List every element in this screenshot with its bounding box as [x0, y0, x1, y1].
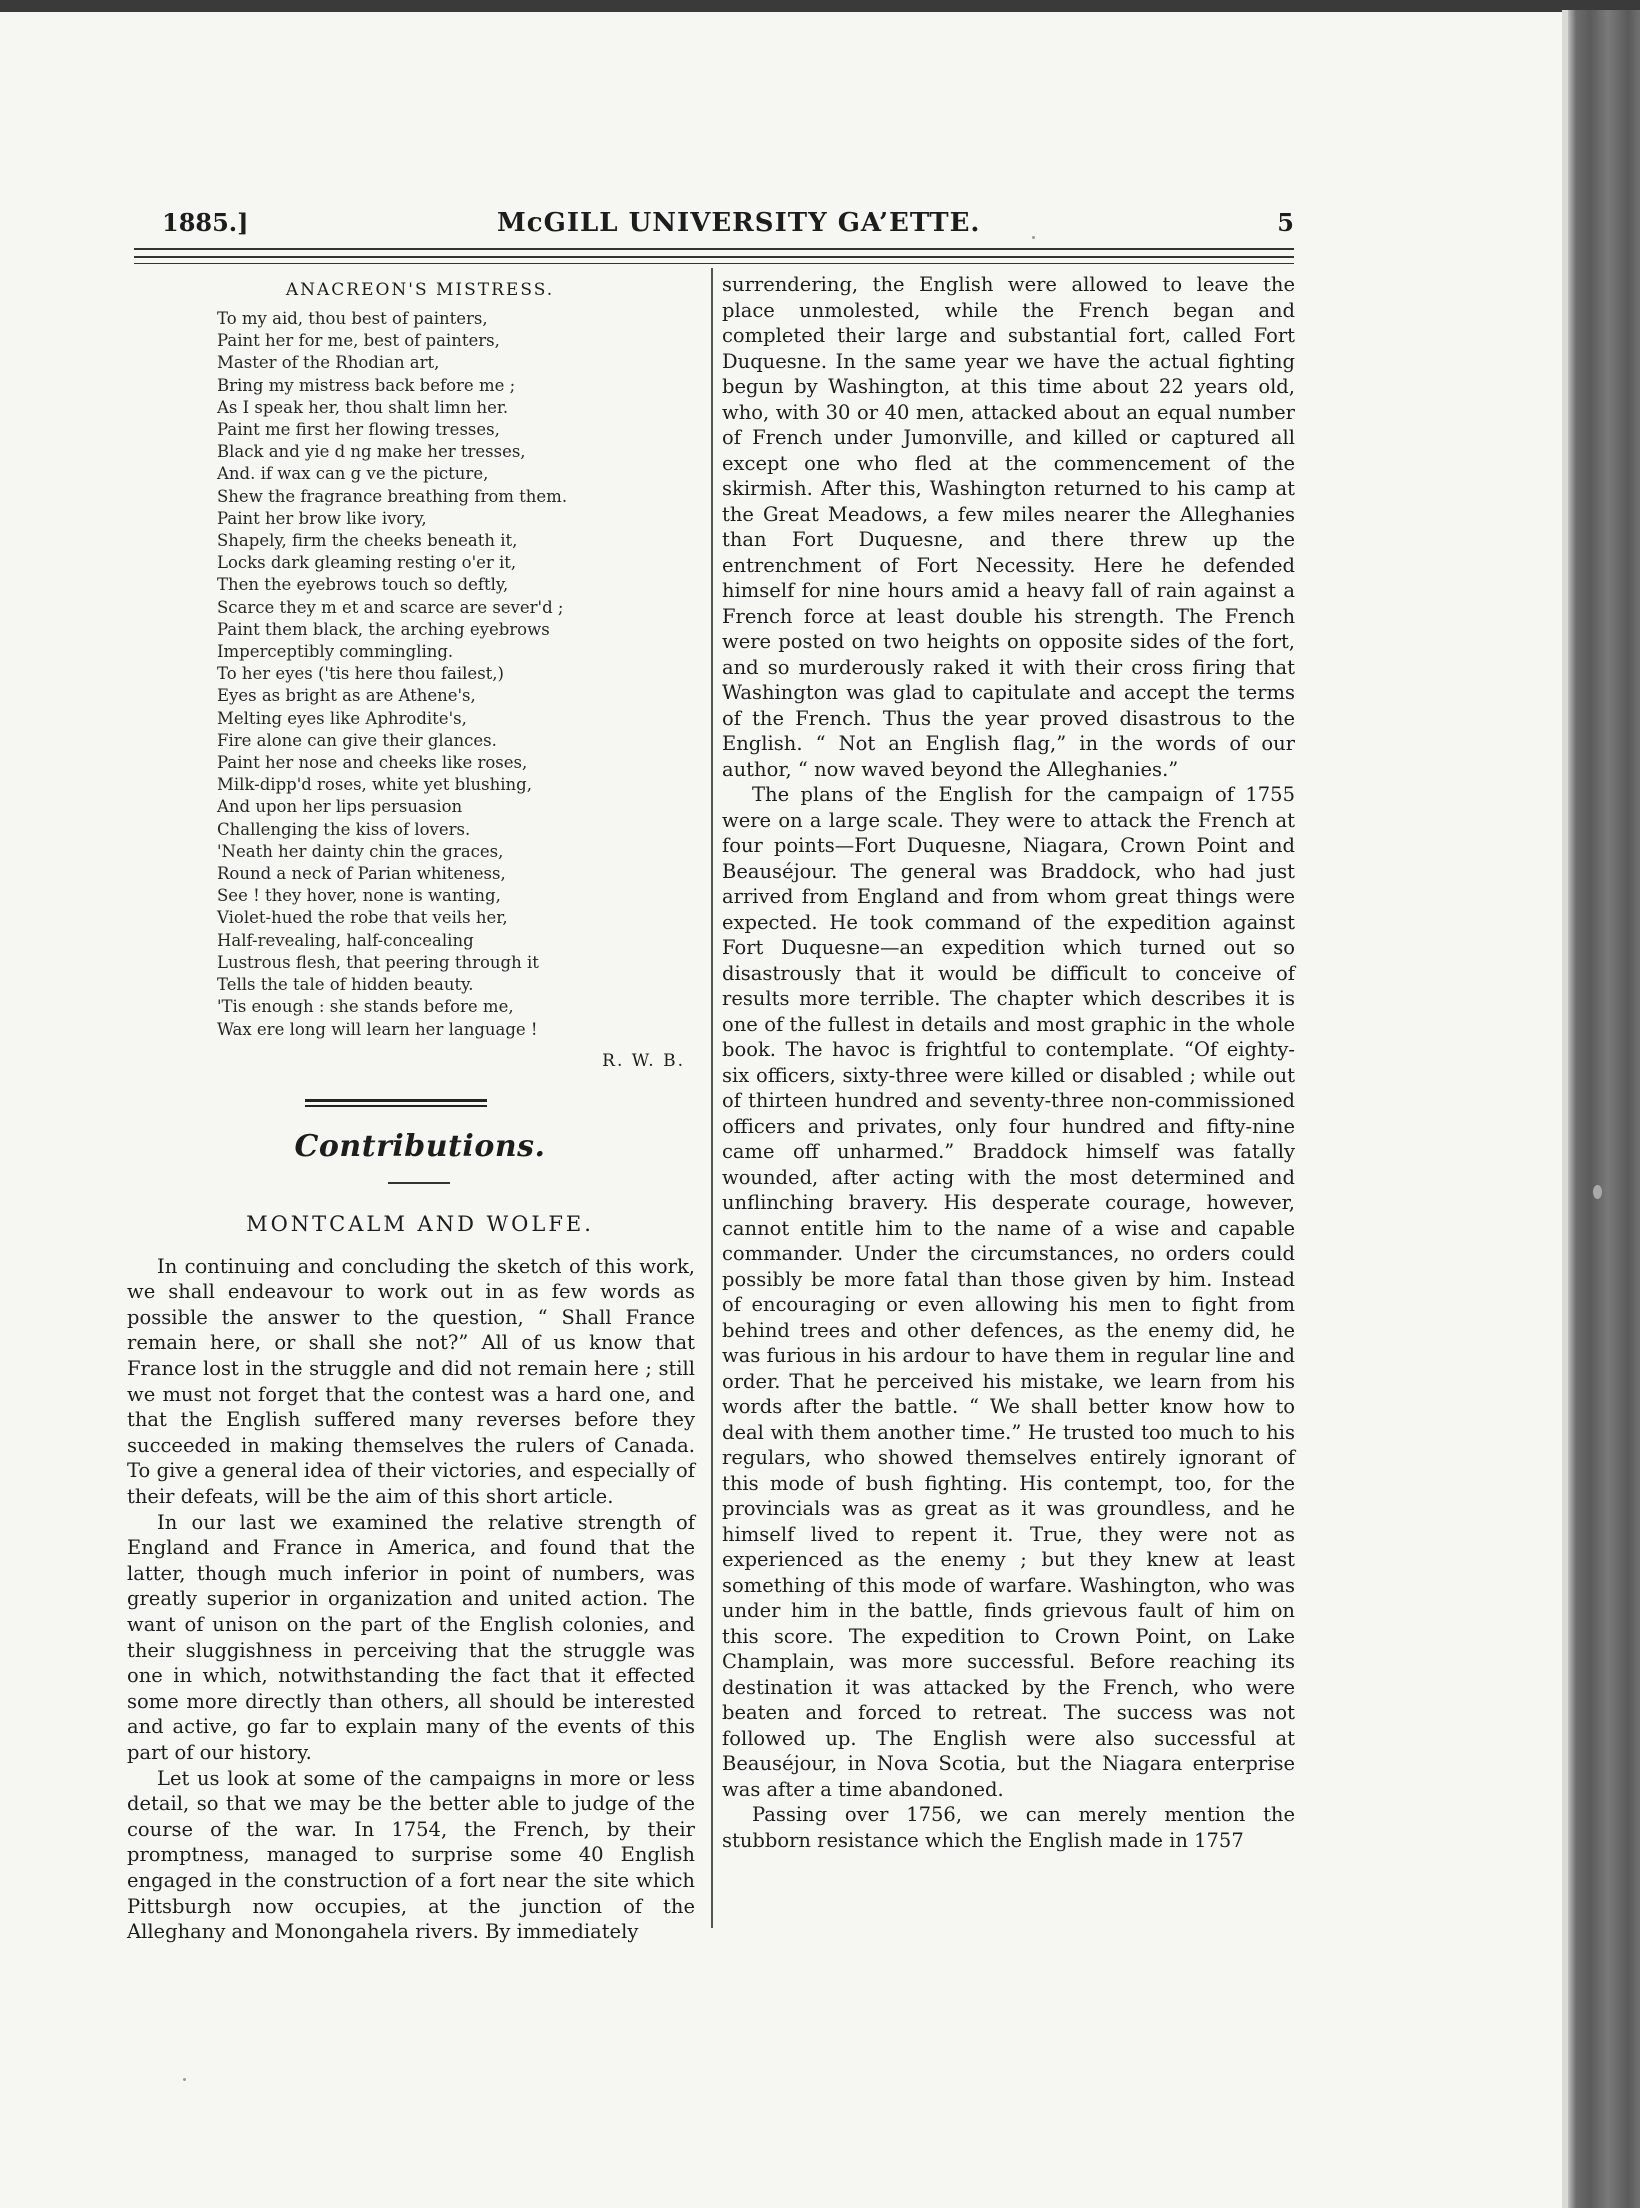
- poem-line: Paint me first her flowing tresses,: [217, 420, 500, 440]
- poem-lines: [125, 308, 695, 1041]
- section-short-rule: [388, 1182, 450, 1184]
- article-paragraph: Let us look at some of the campaigns in more or less detail, so that we may be the better able to judge of the course of the war. In 1754, the French, by their promptness, managed to surprise some 40 English engaged in the construction of a fort near the site which Pittsburgh now occupies, at the junction of the Alleghany and Monongahela rivers. By immediately: [127, 1766, 695, 1944]
- poem-line: Tells the tale of hidden beauty.: [217, 975, 474, 995]
- poem-line: Shapely, firm the cheeks beneath it,: [217, 531, 518, 551]
- poem-line: Melting eyes like Aphrodite's,: [217, 708, 467, 728]
- header-rule-top: [134, 248, 1294, 250]
- section-double-rule: [305, 1099, 487, 1107]
- poem-line: Challenging the kiss of lovers.: [217, 819, 471, 839]
- header-rule-middle: [134, 256, 1294, 258]
- poem-title: ANACREON'S MISTRESS.: [285, 280, 555, 300]
- poem-line: Paint her nose and cheeks like roses,: [217, 753, 528, 773]
- poem-line: Black and yie d ng make her tresses,: [217, 442, 526, 462]
- page-number: 5: [1277, 208, 1294, 237]
- scan-speck: [1593, 1185, 1602, 1199]
- header-year: 1885.]: [162, 208, 249, 237]
- poem-signature: R. W. B.: [602, 1050, 685, 1071]
- poem-line: Master of the Rhodian art,: [217, 353, 440, 373]
- article-paragraph: In our last we examined the relative strength of England and France in America, and found that the latter, though much inferior in point of numbers, was greatly superior in organization and united action. The want of unison on the part of the English colonies, and their sluggishness in perceiving that the struggle was one in which, notwithstanding the fact that it effected some more directly than others, all should be interested and active, go far to explain many of the events of this part of our history.: [127, 1510, 695, 1764]
- poem-line: Bring my mistress back before me ;: [217, 375, 516, 395]
- poem-line: Violet-hued the robe that veils her,: [217, 908, 508, 928]
- section-heading: Contributions.: [294, 1128, 546, 1164]
- article-body-left: [125, 1254, 695, 1945]
- poem-line: Round a neck of Parian whiteness,: [217, 864, 506, 884]
- poem-line: Locks dark gleaming resting o'er it,: [217, 553, 517, 573]
- right-column: [722, 272, 1295, 1853]
- publication-title: McGILL UNIVERSITY GA’ETTE.: [497, 208, 981, 238]
- running-header: [162, 208, 1294, 248]
- poem-line: As I speak her, thou shalt limn her.: [217, 397, 509, 417]
- poem-line: Paint them black, the arching eyebrows: [217, 619, 550, 639]
- poem-line: And. if wax can g ve the picture,: [217, 464, 489, 484]
- poem-line: Eyes as bright as are Athene's,: [217, 686, 476, 706]
- poem-line: To my aid, thou best of painters,: [217, 309, 488, 328]
- poem-line: Imperceptibly commingling.: [217, 642, 454, 662]
- article-paragraph: Passing over 1756, we can merely mention the stubborn resistance which the English made in 1757: [722, 1803, 1295, 1852]
- poem-line: Paint her brow like ivory,: [217, 508, 427, 528]
- poem-line: See ! they hover, none is wanting,: [217, 886, 501, 906]
- poem-line: Then the eyebrows touch so deftly,: [217, 575, 509, 595]
- scan-speck: [1032, 236, 1035, 239]
- poem-line: Fire alone can give their glances.: [217, 730, 497, 750]
- book-spine: [1568, 10, 1640, 2208]
- column-divider: [711, 268, 713, 1928]
- article-body-right: [722, 272, 1295, 1853]
- article-paragraph: The plans of the English for the campaign of 1755 were on a large scale. They were to attack the French at four points—Fort Duquesne, Niagara, Crown Point and Beauséjour. The general was Braddock, who had just arrived from England and from whom great things were expected. He took command of the expedition against Fort Duquesne—an expedition which turned out so disastrously that it would be difficult to conceive of results more terrible. The chapter which describes it is one of the fullest in details and most graphic in the whole book. The havoc is frightful to contemplate. “Of eighty-six officers, sixty-three were killed or disabled ; while out of thirteen hundred and seventy-three non-commissioned officers and privates, only four hundred and fifty-nine came off unharmed.” Braddock himself was fatally wounded, after acting with the most determined and unflinching bravery. His desperate courage, however, cannot entitle him to the name of a wise and capable commander. Under the circumstances, no orders could possibly be more fatal than those given by him. Instead of encouraging or even allowing his men to fight from behind trees and other defences, as the enemy did, he was furious in his ardour to have them in regular line and order. That he perceived his mistake, we learn from his words after the battle. “ We shall better know how to deal with them another time.” He trusted too much to his regulars, who showed themselves entirely ignorant of this mode of bush fighting. His contempt, too, for the provincials was as great as it was groundless, and he himself lived to repent it. True, they were not as experienced as the enemy ; but they knew at least something of this mode of warfare. Washington, who was under him in the battle, finds grievous fault of him on this score. The expedition to Crown Point, on Lake Champlain, was more successful. Before reaching its destination it was attacked by the French, who were beaten and forced to retreat. The success was not followed up. The English were also successful at Beauséjour, in Nova Scotia, but the Niagara enterprise was after a time abandoned.: [722, 783, 1295, 1801]
- poem-line: 'Neath her dainty chin the graces,: [217, 841, 504, 861]
- article-paragraph: surrendering, the English were allowed to leave the place unmolested, while the French began and completed their large and substantial fort, called Fort Duquesne. In the same year we have the actual fighting begun by Washington, at this time about 22 years old, who, with 30 or 40 men, attacked about an equal number of French under Jumonville, and killed or captured all except one who fled at the commencement of the skirmish. After this, Washington returned to his camp at the Great Meadows, a few miles nearer the Alleghanies than Fort Duquesne, and there threw up the entrenchment of Fort Necessity. Here he defended himself for nine hours amid a heavy fall of rain against a French force at least double his strength. The French were posted on two heights on opposite sides of the fort, and so murderously raked it with their cross firing that Washington was glad to capitulate and accept the terms of the French. Thus the year proved disastrous to the English. “ Not an English flag,” in the words of our author, “ now waved beyond the Alleghanies.”: [722, 273, 1295, 781]
- poem-line: Lustrous flesh, that peering through it: [217, 952, 539, 972]
- poem-line: Half-revealing, half-concealing: [217, 930, 474, 950]
- poem-line: Milk-dipp'd roses, white yet blushing,: [217, 775, 532, 795]
- article-paragraph: In continuing and concluding the sketch of this work, we shall endeavour to work out in as few words as possible the answer to the question, “ Shall France remain here, or shall she not?” All of us know that France lost in the struggle and did not remain here ; still we must not forget that the contest was a hard one, and that the English suffered many reverses before they succeeded in making themselves the rulers of Canada. To give a general idea of their victories, and especially of their defeats, will be the aim of this short article.: [127, 1254, 695, 1509]
- article-title: MONTCALM AND WOLFE.: [246, 1211, 594, 1236]
- poem-line: Scarce they m et and scarce are sever'd ;: [217, 597, 564, 617]
- scan-speck: [183, 2078, 186, 2081]
- poem-line: To her eyes ('tis here thou failest,): [217, 664, 504, 684]
- poem-line: Wax ere long will learn her language !: [217, 1019, 538, 1039]
- poem-line: 'Tis enough : she stands before me,: [217, 997, 514, 1017]
- poem-line: Paint her for me, best of painters,: [217, 331, 500, 351]
- poem-line: And upon her lips persuasion: [217, 797, 463, 817]
- poem-line: Shew the fragrance breathing from them.: [217, 486, 568, 506]
- header-rule-bottom: [134, 263, 1294, 264]
- left-column: [125, 272, 695, 1945]
